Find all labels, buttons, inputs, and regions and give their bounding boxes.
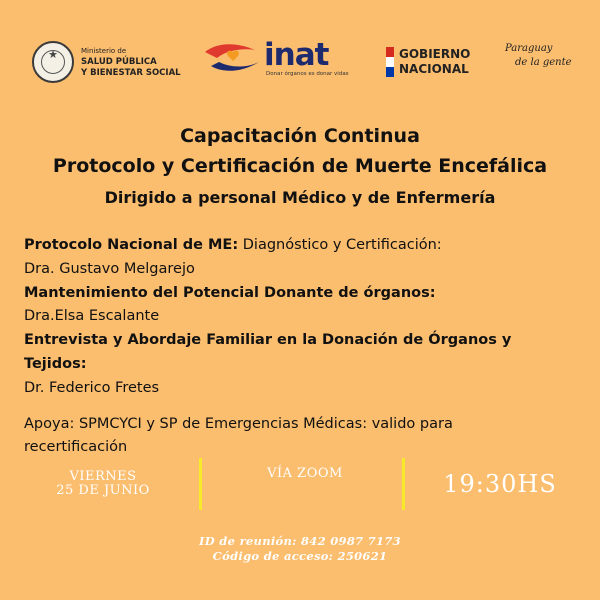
program-item-1-desc: Diagnóstico y Certificación:	[238, 237, 442, 253]
inat-tagline: Donar órganos es donar vidas	[266, 71, 349, 77]
event-date-text: 25 DE JUNIO	[56, 483, 150, 498]
program-item-2-speaker: Dra.Elsa Escalante	[24, 308, 160, 325]
program-item-3-speaker: Dr. Federico Fretes	[24, 379, 160, 396]
program-item-1-label: Protocolo Nacional de ME:	[24, 237, 239, 253]
program-item-3-label-line1: Entrevista y Abordaje Familiar en la Donación de Órganos y	[24, 332, 512, 349]
program-item-1	[24, 234, 584, 258]
program-list	[24, 234, 584, 401]
support-note	[24, 413, 584, 459]
separator-bar	[199, 458, 202, 510]
paraguay-flag-icon	[386, 47, 394, 77]
audience-line: Dirigido a personal Médico y de Enfermería	[104, 188, 496, 207]
paraguay-line2: de la gente	[515, 57, 572, 68]
main-title: Capacitación Continua	[180, 125, 420, 147]
ministry-logo-text	[81, 46, 181, 79]
subtitle: Protocolo y Certificación de Muerte Encefálica	[52, 155, 548, 177]
program-item-2-label: Mantenimiento del Potencial Donante de órganos:	[24, 284, 436, 301]
support-line2: recertificación	[24, 439, 128, 455]
gobierno-line1: GOBIERNO	[399, 47, 471, 61]
program-item-1-speaker: Dra. Gustavo Melgarejo	[24, 260, 195, 277]
ministry-name-line1: SALUD PÚBLICA	[81, 57, 157, 67]
meeting-id: ID de reunión: 842 0987 7173	[199, 534, 401, 548]
support-line1: Apoya: SPMCYCI y SP de Emergencias Médicas: valido para	[24, 416, 453, 432]
access-code: Código de acceso: 250621	[212, 549, 388, 563]
program-item-3-label-line2: Tejidos:	[24, 355, 87, 372]
meeting-info	[0, 534, 600, 564]
event-details-bar	[0, 458, 600, 518]
event-day: VIERNES	[69, 469, 137, 484]
event-time: 19:30HS	[443, 470, 557, 498]
inat-logo-text: inat	[264, 37, 329, 73]
event-date	[28, 470, 178, 498]
logo-bar	[0, 38, 600, 88]
national-seal-logo: ★	[32, 41, 74, 83]
inat-hands-heart-icon	[203, 42, 263, 78]
gobierno-line2: NACIONAL	[399, 62, 469, 76]
event-platform: VÍA ZOOM	[267, 466, 343, 481]
paraguay-line1: Paraguay	[505, 43, 553, 54]
gobierno-nacional-logo	[399, 47, 470, 77]
ministry-name-line2: Y BIENESTAR SOCIAL	[81, 68, 181, 78]
paraguay-de-la-gente-logo	[505, 42, 572, 70]
separator-bar	[402, 458, 405, 510]
ministry-small-label: Ministerio de	[81, 47, 127, 55]
